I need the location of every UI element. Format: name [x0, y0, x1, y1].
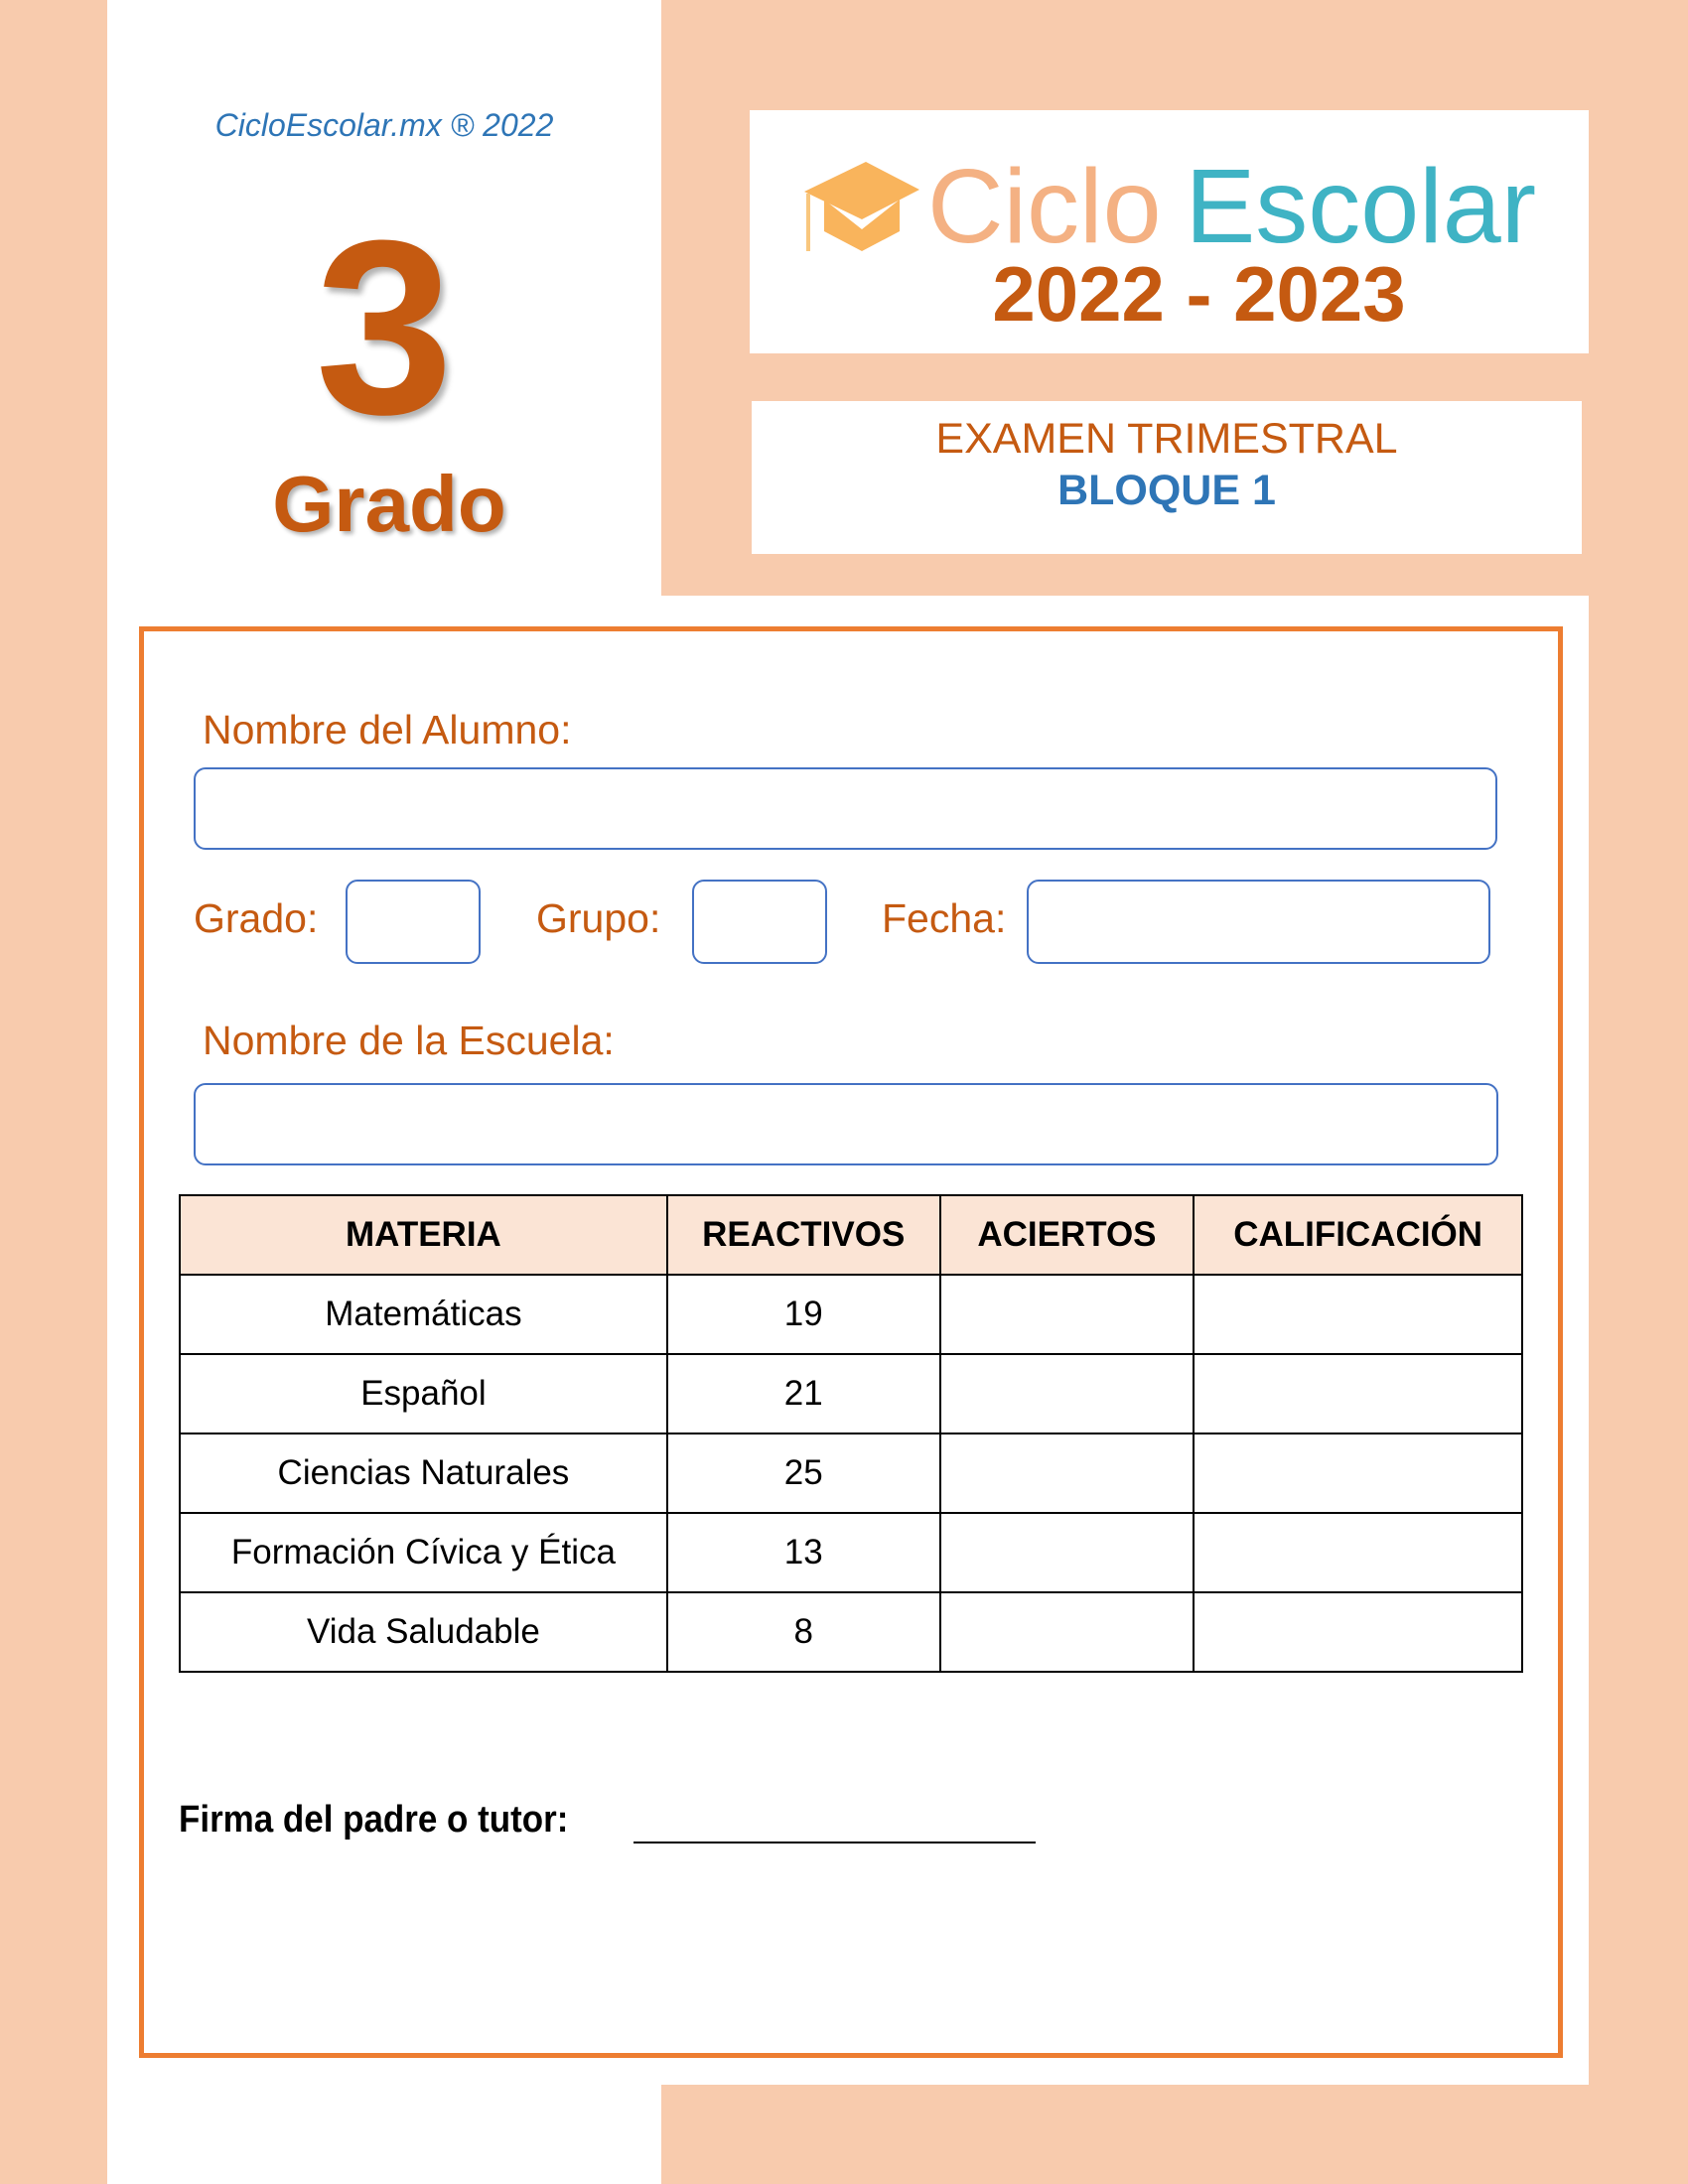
logo-word-escolar: Escolar — [1185, 148, 1537, 265]
student-name-label: Nombre del Alumno: — [203, 707, 572, 752]
grade-cell[interactable] — [1194, 1513, 1522, 1592]
grade-cell[interactable] — [1194, 1592, 1522, 1672]
subject-cell: Ciencias Naturales — [180, 1433, 667, 1513]
correct-cell[interactable] — [940, 1354, 1195, 1433]
subject-cell: Formación Cívica y Ética — [180, 1513, 667, 1592]
grade-cell[interactable] — [1194, 1275, 1522, 1354]
grade-input[interactable] — [346, 880, 481, 964]
right-stripe — [1589, 0, 1688, 2184]
table-row — [180, 1354, 1522, 1433]
items-cell: 19 — [667, 1275, 940, 1354]
group-input[interactable] — [692, 880, 827, 964]
grade-cell[interactable] — [1194, 1433, 1522, 1513]
school-name-input[interactable] — [194, 1083, 1498, 1165]
items-cell: 8 — [667, 1592, 940, 1672]
header-materia: MATERIA — [180, 1195, 667, 1275]
date-input[interactable] — [1027, 880, 1490, 964]
table-row — [180, 1513, 1522, 1592]
header-aciertos: ACIERTOS — [940, 1195, 1195, 1275]
grade-number: 3 — [315, 189, 454, 466]
subject-cell: Matemáticas — [180, 1275, 667, 1354]
signature-line[interactable] — [633, 1842, 1036, 1843]
header-reactivos: REACTIVOS — [667, 1195, 940, 1275]
subject-cell: Español — [180, 1354, 667, 1433]
group-label: Grupo: — [536, 895, 661, 941]
correct-cell[interactable] — [940, 1513, 1195, 1592]
exam-title-box — [752, 401, 1582, 554]
exam-title: EXAMEN TRIMESTRAL — [935, 415, 1398, 463]
block-label: BLOQUE 1 — [1057, 467, 1276, 514]
table-row — [180, 1433, 1522, 1513]
school-name-label: Nombre de la Escuela: — [203, 1018, 615, 1063]
items-cell: 21 — [667, 1354, 940, 1433]
graduation-cap-icon — [802, 152, 921, 261]
logo-word-ciclo: Ciclo — [926, 148, 1162, 265]
logo — [750, 148, 1589, 265]
school-year: 2022 - 2023 — [992, 250, 1406, 338]
student-name-input[interactable] — [194, 767, 1497, 850]
copyright-text: CicloEscolar.mx ® 2022 — [214, 107, 554, 143]
table-header-row — [180, 1195, 1522, 1275]
correct-cell[interactable] — [940, 1275, 1195, 1354]
correct-cell[interactable] — [940, 1433, 1195, 1513]
grades-table — [179, 1194, 1523, 1673]
date-label: Fecha: — [882, 895, 1007, 941]
table-row — [180, 1275, 1522, 1354]
grade-label: Grado: — [194, 895, 319, 941]
grade-word: Grado — [272, 460, 506, 548]
logo-box — [750, 110, 1589, 353]
header-calificacion: CALIFICACIÓN — [1194, 1195, 1522, 1275]
signature-label: Firma del padre o tutor: — [179, 1799, 569, 1841]
grade-cell[interactable] — [1194, 1354, 1522, 1433]
items-cell: 25 — [667, 1433, 940, 1513]
bottom-panel — [661, 2085, 1688, 2184]
items-cell: 13 — [667, 1513, 940, 1592]
table-row — [180, 1592, 1522, 1672]
correct-cell[interactable] — [940, 1592, 1195, 1672]
subject-cell: Vida Saludable — [180, 1592, 667, 1672]
left-stripe — [0, 0, 107, 2184]
